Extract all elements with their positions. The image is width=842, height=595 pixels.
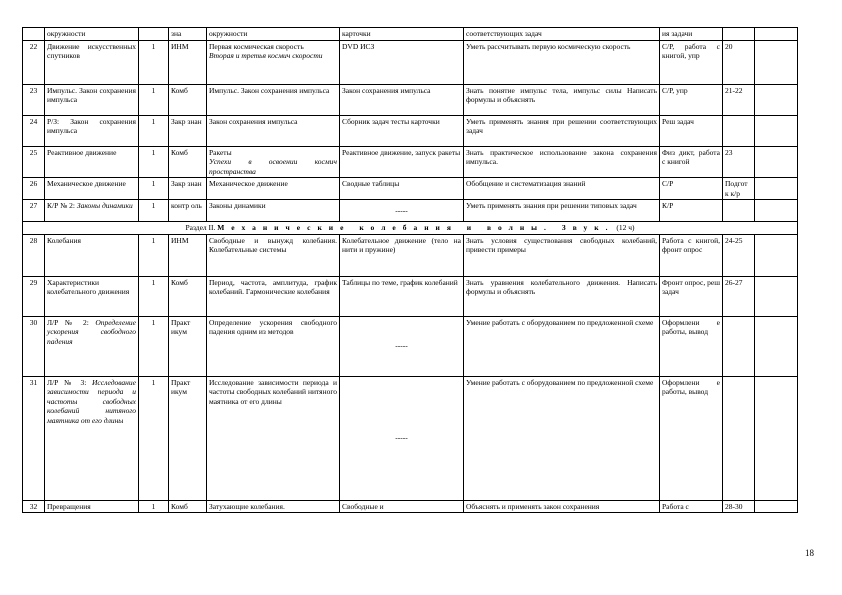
- content-italic-text: Успехи в освоении космич пространства: [209, 157, 337, 176]
- homework-cell: 26-27: [723, 276, 755, 316]
- note-cell: [755, 115, 798, 146]
- content-text: Механическое движение: [209, 179, 288, 188]
- homework-cell: 24-25: [723, 234, 755, 276]
- equipment-cell: Сборник задач тесты карточки: [340, 115, 464, 146]
- requirements-cell: Знать уравнения колебательного движения. Написать формулы и объяснять: [464, 276, 660, 316]
- note-cell: [755, 376, 798, 500]
- hours-cell: 1: [139, 178, 169, 200]
- table-row: [23, 40, 798, 84]
- content-cell: Законы динамики: [207, 200, 340, 222]
- homework-cell: 21-22: [723, 84, 755, 115]
- hours-cell: 1: [139, 115, 169, 146]
- homework-cell: 23: [723, 146, 755, 178]
- control-cell: К/Р: [660, 200, 723, 222]
- hours-cell: 1: [139, 234, 169, 276]
- equipment-cell: Колебательное движение (тело на нити и пружине): [340, 234, 464, 276]
- note-cell: [755, 200, 798, 222]
- content-cell: [207, 115, 340, 146]
- note-cell: [755, 316, 798, 376]
- num-cell: 22: [23, 40, 45, 84]
- content-cell: [207, 178, 340, 200]
- table-row: [23, 178, 798, 200]
- topic-italic-text: Определение ускорения свободного падения: [47, 317, 136, 346]
- content-cell: Определение ускорения свободного падения одним из методов: [207, 316, 340, 376]
- topic-label: Л/Р № 3:: [47, 377, 87, 387]
- homework-cell: [723, 200, 755, 222]
- equipment-cell: Сводные таблицы: [340, 178, 464, 200]
- homework-cell: [723, 376, 755, 500]
- equipment-cell: Таблицы по теме, график колебаний: [340, 276, 464, 316]
- requirements-cell: Знать условия существования свободных колебаний, привести примеры: [464, 234, 660, 276]
- note-cell: [755, 84, 798, 115]
- topic-cell: [45, 200, 139, 222]
- requirements-cell: Знать практическое использование закона сохранения импульса.: [464, 146, 660, 178]
- requirements-cell: Знать понятие импульс тела, импульс силы Написать формулы и объяснять: [464, 84, 660, 115]
- topic-cell: Движение искусственных спутников: [45, 40, 139, 84]
- control-cell: С/Р: [660, 178, 723, 200]
- topic-cell: Механическое движение: [45, 178, 139, 200]
- num-cell: 23: [23, 84, 45, 115]
- content-cell: [207, 40, 340, 84]
- type-cell: зна: [169, 28, 207, 41]
- control-cell: Работа с книгой, фронт опрос: [660, 234, 723, 276]
- num-cell: 27: [23, 200, 45, 222]
- requirements-cell: Объяснять и применять закон сохранения: [464, 500, 660, 513]
- type-cell: Комб: [169, 276, 207, 316]
- content-text: Ракеты: [209, 147, 232, 157]
- equipment-cell: DVD ИСЗ: [340, 40, 464, 84]
- section-hours: (12 ч): [616, 223, 635, 232]
- topic-cell: Реактивное движение: [45, 146, 139, 178]
- note-cell: [755, 178, 798, 200]
- hours-cell: 1: [139, 316, 169, 376]
- table-row: [23, 276, 798, 316]
- note-cell: [755, 500, 798, 513]
- topic-italic-text: Законы динамики: [76, 201, 133, 210]
- num-cell: 24: [23, 115, 45, 146]
- requirements-cell: Уметь применять знания при решении соответствующих задач: [464, 115, 660, 146]
- section-title: Механические колебания и волны. Звук.: [217, 223, 615, 232]
- topic-cell: Колебания: [45, 234, 139, 276]
- num-cell: 32: [23, 500, 45, 513]
- homework-cell: 28-30: [723, 500, 755, 513]
- topic-cell: Р/З: Закон сохранения импульса: [45, 115, 139, 146]
- num-cell: 30: [23, 316, 45, 376]
- equipment-cell: -----: [340, 316, 464, 376]
- topic-cell: [45, 376, 139, 500]
- homework-cell: [723, 115, 755, 146]
- num-cell: 29: [23, 276, 45, 316]
- topic-cell: [45, 316, 139, 376]
- hours-cell: 1: [139, 200, 169, 222]
- equipment-cell: -----: [340, 376, 464, 500]
- equipment-cell: -----: [340, 200, 464, 222]
- homework-cell: [723, 28, 755, 41]
- requirements-cell: Уметь рассчитывать первую космическую скорость: [464, 40, 660, 84]
- content-text: Закон сохранения импульса: [209, 116, 298, 126]
- note-cell: [755, 28, 798, 41]
- type-cell: Практ икум: [169, 376, 207, 500]
- content-text: Первая космическая скорость: [209, 41, 304, 51]
- table-row: [23, 234, 798, 276]
- topic-italic-text: Исследование зависимости периода и частоты свободных колебаний нитяного маятника от его длины: [47, 377, 136, 425]
- requirements-cell: Умение работать с оборудованием по предложенной схеме: [464, 376, 660, 500]
- type-cell: Практ икум: [169, 316, 207, 376]
- table-row: [23, 146, 798, 178]
- num-cell: 28: [23, 234, 45, 276]
- content-cell: Затухающие колебания.: [207, 500, 340, 513]
- section-label: Раздел II.: [185, 223, 216, 232]
- table-row: [23, 376, 798, 500]
- hours-cell: [139, 28, 169, 41]
- page-number: 18: [805, 548, 814, 558]
- equipment-cell: карточки: [340, 28, 464, 41]
- equipment-cell: Закон сохранения импульса: [340, 84, 464, 115]
- hours-cell: 1: [139, 40, 169, 84]
- content-cell: [207, 84, 340, 115]
- note-cell: [755, 276, 798, 316]
- num-cell: 25: [23, 146, 45, 178]
- note-cell: [755, 40, 798, 84]
- hours-cell: 1: [139, 146, 169, 178]
- topic-cell: Импульс. Закон сохранения импульса: [45, 84, 139, 115]
- equipment-cell: Реактивное движение, запуск ракеты: [340, 146, 464, 178]
- type-cell: Закр знан: [169, 115, 207, 146]
- control-cell: Работа с: [660, 500, 723, 513]
- homework-cell: Подгот к к/р: [723, 178, 755, 200]
- num-cell: [23, 28, 45, 41]
- homework-cell: 20: [723, 40, 755, 84]
- thematic-plan-table: [22, 27, 798, 513]
- hours-cell: 1: [139, 500, 169, 513]
- type-cell: контр оль: [169, 200, 207, 222]
- section-header: [23, 222, 798, 235]
- table-row: [23, 316, 798, 376]
- table-row: [23, 84, 798, 115]
- control-cell: Физ дикт, работа с книгой: [660, 146, 723, 178]
- table-row: [23, 28, 798, 41]
- equipment-cell: Свободные и: [340, 500, 464, 513]
- section-row: [23, 222, 798, 235]
- topic-cell: Характеристики колебательного движения: [45, 276, 139, 316]
- topic-cell: окружности: [45, 28, 139, 41]
- homework-cell: [723, 316, 755, 376]
- requirements-cell: Умение работать с оборудованием по предложенной схеме: [464, 316, 660, 376]
- table-row: [23, 115, 798, 146]
- num-cell: 31: [23, 376, 45, 500]
- content-cell: Исследование зависимости периода и частоты свободных колебаний нитяного маятника от его длины: [207, 376, 340, 500]
- note-cell: [755, 234, 798, 276]
- table-row: [23, 500, 798, 513]
- control-cell: Оформлени е работы, вывод: [660, 376, 723, 500]
- type-cell: Комб: [169, 500, 207, 513]
- type-cell: ИНМ: [169, 234, 207, 276]
- note-cell: [755, 146, 798, 178]
- control-cell: Оформлени е работы, вывод: [660, 316, 723, 376]
- hours-cell: 1: [139, 376, 169, 500]
- content-cell: [207, 146, 340, 178]
- type-cell: Комб: [169, 146, 207, 178]
- type-cell: Закр знан: [169, 178, 207, 200]
- hours-cell: 1: [139, 276, 169, 316]
- content-text: Импульс. Закон сохранения импульса: [209, 85, 330, 95]
- control-cell: ия задачи: [660, 28, 723, 41]
- content-cell: Свободные и вынужд колебания. Колебательные системы: [207, 234, 340, 276]
- content-cell: окружности: [207, 28, 340, 41]
- control-cell: С/Р, работа с книгой, упр: [660, 40, 723, 84]
- requirements-cell: Обобщение и систематизация знаний: [464, 178, 660, 200]
- table-row: [23, 200, 798, 222]
- content-italic-text: Вторая и третья космич скорости: [209, 51, 323, 60]
- control-cell: С/Р, упр: [660, 84, 723, 115]
- topic-label: Л/Р № 2:: [47, 317, 89, 327]
- type-cell: ИНМ: [169, 40, 207, 84]
- type-cell: Комб: [169, 84, 207, 115]
- topic-cell: Превращения: [45, 500, 139, 513]
- requirements-cell: Уметь применять знания при решении типовых задач: [464, 200, 660, 222]
- control-cell: Реш задач: [660, 115, 723, 146]
- requirements-cell: соответствующих задач: [464, 28, 660, 41]
- control-cell: Фронт опрос, реш задач: [660, 276, 723, 316]
- content-cell: Период, частота, амплитуда, график колебаний. Гармонические колебания: [207, 276, 340, 316]
- hours-cell: 1: [139, 84, 169, 115]
- topic-label: К/Р № 2:: [47, 201, 75, 210]
- num-cell: 26: [23, 178, 45, 200]
